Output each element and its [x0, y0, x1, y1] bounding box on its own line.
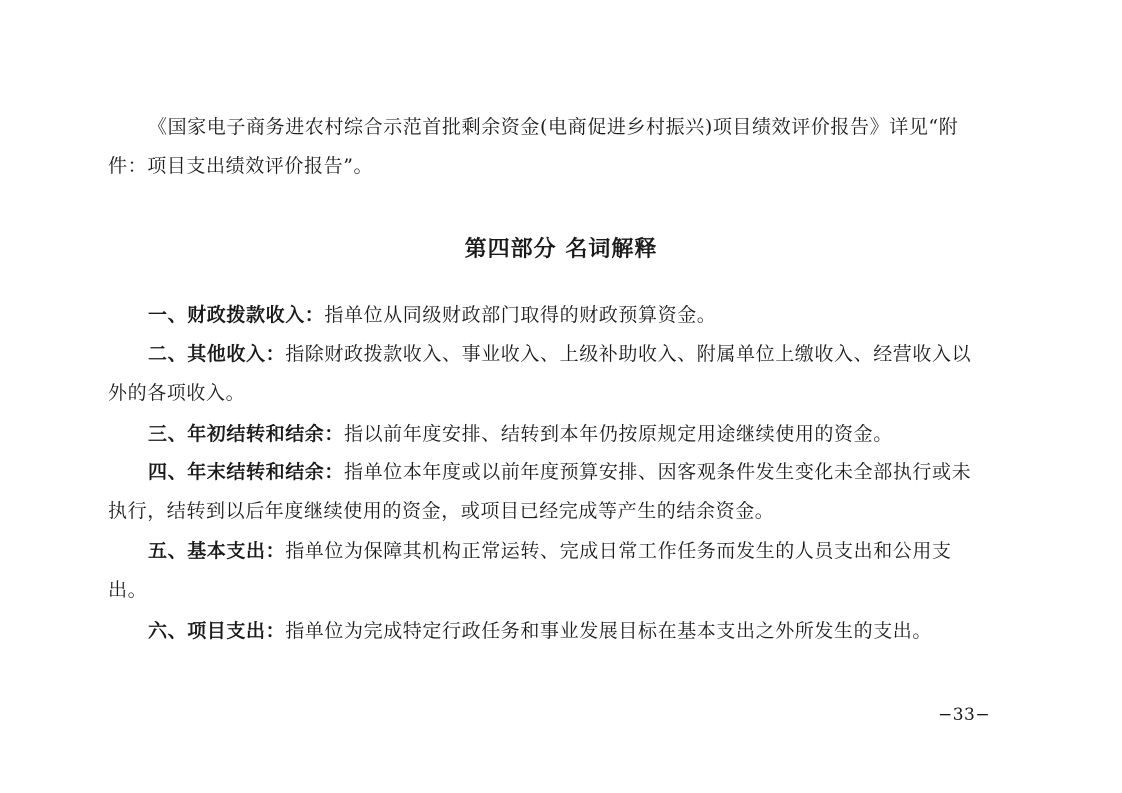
definition-text: 指单位本年度或以前年度预算安排、因客观条件发生变化未全部执行或未执行，结转到以后年度继续使用的资金，或项目已经完成等产生的结余资金。 — [108, 461, 972, 522]
definition-text: 指除财政拨款收入、事业收入、上级补助收入、附属单位上缴收入、经营收入以外的各项收入。 — [108, 343, 972, 404]
definition-item — [108, 453, 988, 531]
definition-term: 五、基本支出： — [148, 540, 286, 562]
definition-term: 六、项目支出： — [148, 620, 286, 642]
definition-term: 一、财政拨款收入： — [148, 304, 325, 326]
definition-item — [108, 296, 988, 335]
page-number: −33− — [938, 705, 991, 725]
definition-item — [108, 532, 988, 610]
definition-text: 指单位从同级财政部门取得的财政预算资金。 — [324, 304, 717, 326]
section-heading: 第四部分 名词解释 — [464, 236, 658, 262]
definition-term: 四、年末结转和结余： — [148, 461, 345, 483]
definition-text: 指单位为保障其机构正常运转、完成日常工作任务而发生的人员支出和公用支出。 — [108, 540, 952, 601]
definition-text: 指以前年度安排、结转到本年仍按原规定用途继续使用的资金。 — [344, 423, 893, 445]
definition-term: 三、年初结转和结余： — [148, 423, 345, 445]
definition-term: 二、其他收入： — [148, 343, 286, 365]
definition-text: 指单位为完成特定行政任务和事业发展目标在基本支出之外所发生的支出。 — [285, 620, 933, 642]
definition-item — [108, 612, 988, 651]
intro-paragraph: 《国家电子商务进农村综合示范首批剩余资金(电商促进乡村振兴)项目绩效评价报告》详见“附件：项目支出绩效评价报告”。 — [108, 116, 959, 177]
definition-item — [108, 415, 988, 454]
definition-item — [108, 335, 988, 413]
